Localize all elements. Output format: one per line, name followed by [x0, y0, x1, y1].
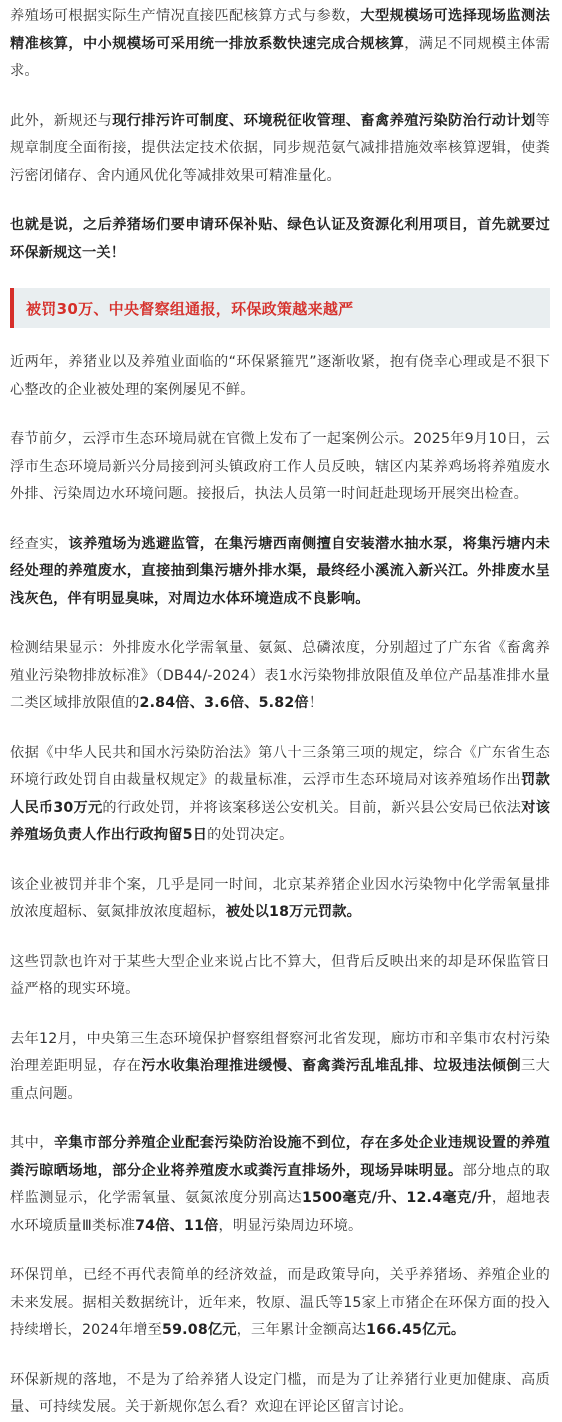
- paragraph: 检测结果显示：外排废水化学需氧量、氨氮、总磷浓度，分别超过了广东省《畜禽养殖业污染物排放标准》（DB44/-2024）表1水污染物排放限值及单位产品基准排水量二类区域排放限值的2.84倍、3.6倍、5.82倍！: [10, 640, 550, 711]
- paragraph: 这些罚款也许对于某些大型企业来说占比不算大，但背后反映出来的却是环保监管日益严格的现实环境。: [10, 953, 550, 997]
- paragraph: 养殖场可根据实际生产情况直接匹配核算方式与参数，大型规模场可选择现场监测法精准核算，中小规模场可采用统一排放系数快速完成合规核算，满足不同规模主体需求。: [10, 8, 550, 79]
- section-heading-banner: [10, 288, 550, 328]
- paragraph: 也就是说，之后养猪场们要申请环保补贴、绿色认证及资源化利用项目，首先就要过环保新规这一关！: [10, 217, 550, 261]
- paragraph: 去年12月，中央第三生态环境保护督察组督察河北省发现，廊坊市和辛集市农村污染治理差距明显，存在污水收集治理推进缓慢、畜禽粪污乱堆乱排、垃圾违法倾倒三大重点问题。: [10, 1030, 551, 1102]
- paragraph: 此外，新规还与现行排污许可制度、环境税征收管理、畜禽养殖污染防治行动计划等规章制度全面衔接，提供法定技术依据，同步规范氨气减排措施效率核算逻辑，使粪污密闭储存、舍内通风优化等减排效果可精准量化。: [10, 112, 550, 184]
- paragraph: 近两年，养猪业以及养殖业面临的“环保紧箍咒”逐渐收紧，抱有侥幸心理或是不狠下心整改的企业被处理的案例屡见不鲜。: [10, 354, 550, 398]
- article-body: [0, 3, 562, 1422]
- paragraph: 春节前夕，云浮市生态环境局就在官微上发布了一起案例公示。2025年9月10日，云浮市生态环境局新兴分局接到河头镇政府工作人员反映，辖区内某养鸡场将养殖废水外排、污染周边水环境问题。接报后，执法人员第一时间赶赴现场开展突出检查。: [10, 431, 550, 502]
- paragraph: 环保新规的落地，不是为了给养猪人设定门槛，而是为了让养猪行业更加健康、高质量、可持续发展。关于新规你怎么看？欢迎在评论区留言讨论。: [10, 1371, 550, 1415]
- paragraph: 该企业被罚并非个案，几乎是同一时间，北京某养猪企业因水污染物中化学需氧量排放浓度超标、氨氮排放浓度超标，被处以18万元罚款。: [10, 876, 550, 920]
- paragraph: 其中，辛集市部分养殖企业配套污染防治设施不到位，存在多处企业违规设置的养殖粪污晾晒场地，部分企业将养殖废水或粪污直排场外，现场异味明显。部分地点的取样监测显示，化学需氧量、氨氮浓度分别高达1500毫克/升、12.4毫克/升，超地表水环境质量Ⅲ类标准74倍、11倍，明显污染周边环境。: [10, 1135, 550, 1234]
- paragraph: 依据《中华人民共和国水污染防治法》第八十三条第三项的规定，综合《广东省生态环境行政处罚自由裁量权规定》的裁量标准，云浮市生态环境局对该养殖场作出罚款人民币30万元的行政处罚，并将该案移送公安机关。目前，新兴县公安局已依法对该养殖场负责人作出行政拘留5日的处罚决定。: [10, 744, 550, 843]
- section-heading: 被罚30万、中央督察组通报，环保政策越来越严: [26, 299, 354, 318]
- paragraph: 环保罚单，已经不再代表简单的经济效益，而是政策导向，关乎养猪场、养殖企业的未来发展。据相关数据统计，近年来，牧原、温氏等15家上市猪企在环保方面的投入持续增长，2024年增至59.08亿元，三年累计金额高达166.45亿元。: [10, 1267, 550, 1338]
- paragraph: 经查实，该养殖场为逃避监管，在集污塘西南侧擅自安装潜水抽水泵，将集污塘内未经处理的养殖废水，直接抽到集污塘外排水渠，最终经小溪流入新兴江。外排废水呈浅灰色，伴有明显臭味，对周边水体环境造成不良影响。: [10, 535, 550, 607]
